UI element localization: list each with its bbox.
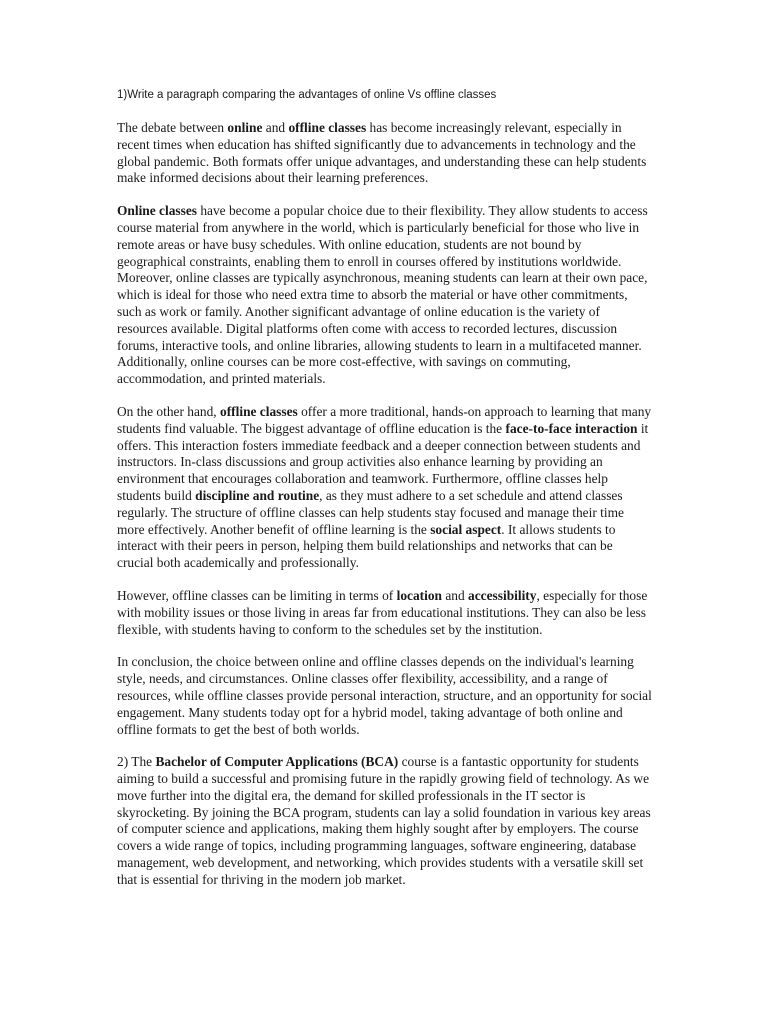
text-run: has become increasingly relevant, especially in recent times when education has shifted significantly due to advancements in technology and the global pandemic. Both formats offer unique advantages, and understanding these can help students make informed decisions about their learning preferences. [117, 120, 647, 186]
document-page [117, 88, 652, 905]
text-run: In conclusion, the choice between online and offline classes depends on the individual's learning style, needs, and circumstances. Online classes offer flexibility, accessibility, and a range of resources, while offline classes provide personal interaction, structure, and an opportunity for social engagement. Many students today opt for a hybrid model, taking advantage of both online and offline formats to get the best of both worlds. [117, 654, 652, 737]
bold-term: offline classes [220, 403, 298, 419]
text-run: , especially for those with mobility issues or those living in areas far from educational institutions. They can also be less flexible, with students having to conform to the schedules set by the institution. [117, 587, 648, 637]
text-run: and [442, 587, 469, 603]
text-run: , as they must adhere to a set schedule and attend classes regularly. The structure of offline classes can help students stay focused and manage their time more effectively. Another benefit of offline learning is the [117, 487, 624, 537]
online-classes-paragraph [117, 203, 652, 388]
text-run: and [262, 120, 289, 135]
bold-term: face-to-face interaction [505, 420, 638, 436]
bold-term: online [227, 120, 263, 135]
limitations-paragraph [117, 588, 652, 638]
text-run: course is a fantastic opportunity for students aiming to build a successful and promising future in the rapidly growing field of technology. As we move further into the digital era, the demand for skilled professionals in the IT sector is skyrocketing. By joining the BCA program, students can lay a solid foundation in various key areas of computer science and applications, making them highly sought after by employers. The course covers a wide range of topics, including programming languages, software engineering, database management, web development, and networking, which provides students with a versatile skill set that is essential for thriving in the modern job market. [117, 754, 651, 887]
text-run: it offers. This interaction fosters immediate feedback and a deeper connection between students and instructors. In-class discussions and group activities also enhance learning by providing an environment that encourages collaboration and teamwork. Furthermore, offline classes help students build [117, 420, 649, 503]
intro-paragraph [117, 120, 652, 187]
bold-term: accessibility [468, 587, 537, 603]
question-1-heading: 1)Write a paragraph comparing the advantages of online Vs offline classes [117, 89, 497, 101]
conclusion-paragraph [117, 654, 652, 738]
text-run: However, offline classes can be limiting in terms of [117, 587, 397, 603]
text-run: 2) The [117, 754, 156, 770]
text-run: On the other hand, [117, 403, 221, 419]
bold-term: offline classes [288, 120, 367, 135]
bold-term: Bachelor of Computer Applications (BCA) [155, 754, 399, 770]
bold-term: location [396, 587, 442, 603]
text-run: offer a more traditional, hands-on approach to learning that many students find valuable. The biggest advantage of offline education is the [117, 403, 652, 436]
text-run: have become a popular choice due to their flexibility. They allow students to access course material from anywhere in the world, which is particularly beneficial for those who live in remote areas or have busy schedules. With online education, students are not bound by geographical constraints, enabling them to enroll in courses offered by institutions worldwide. Moreover, online classes are typically asynchronous, meaning students can learn at their own pace, which is ideal for those who need extra time to absorb the material or have other commitments, such as work or family. Another significant advantage of online education is the variety of resources available. Digital platforms often come with access to recorded lectures, discussion forums, interactive tools, and online libraries, allowing students to learn in a multifaceted manner. Additionally, online courses can be more cost-effective, with savings on commuting, accommodation, and printed materials. [117, 203, 648, 387]
bold-term: Online classes [117, 203, 197, 219]
bold-term: discipline and routine [195, 487, 320, 503]
text-run: The debate between [117, 120, 228, 135]
bca-paragraph [117, 754, 652, 888]
text-run: . It allows students to interact with their peers in person, helping them build relationships and networks that can be crucial both academically and professionally. [117, 521, 616, 571]
offline-classes-paragraph [117, 404, 652, 572]
bold-term: social aspect [430, 521, 502, 537]
